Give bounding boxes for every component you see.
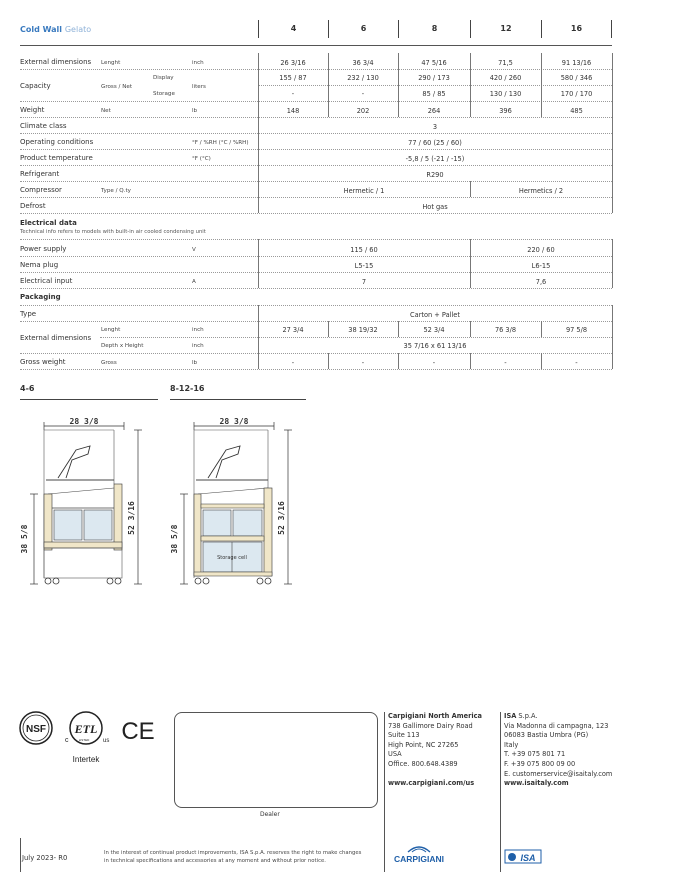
dealer-label: Dealer [260, 811, 280, 818]
row-weight-sub: Net [101, 108, 111, 114]
row-product-temp-unit: °F (°C) [192, 156, 211, 162]
intertek-text: Intertek [72, 755, 100, 764]
dealer-box [174, 712, 378, 808]
footer-divider-3 [384, 842, 385, 872]
row-defrost-label: Defrost [20, 202, 46, 210]
na-line: High Point, NC 27265 [388, 740, 459, 749]
certifications [18, 710, 164, 770]
row-product-temp-label: Product temperature [20, 154, 93, 162]
row-power-label: Power supply [20, 245, 67, 253]
gross-6: - [361, 359, 365, 367]
isa-line: Italy [504, 740, 519, 749]
cap-storage-8: 85 / 85 [422, 90, 446, 98]
drawing-right-title: 8-12-16 [170, 384, 205, 393]
na-line: 738 Gallimore Dairy Road [388, 721, 473, 730]
electrical-note: Technical info refers to models with built-in air cooled condensing unit [20, 229, 206, 235]
col-header-8: 8 [398, 20, 470, 38]
compressor-value-a: Hermetic / 1 [343, 187, 385, 195]
pack-length-unit: inch [192, 327, 204, 333]
na-office-name: Carpigiani North America [388, 712, 482, 720]
col-header-16: 16 [541, 20, 612, 38]
row-refrigerant-label: Refrigerant [20, 170, 60, 178]
drawing-4-6 [14, 408, 154, 590]
na-office [388, 712, 482, 788]
input-value-a: 7 [361, 278, 367, 286]
cap-display-4: 155 / 87 [279, 74, 307, 82]
gross-16: - [575, 359, 578, 367]
drawing-8-12-16 [164, 408, 304, 590]
drawing-left-rule [20, 399, 158, 400]
row-input-label: Electrical input [20, 277, 73, 285]
etl-listed-text: LISTED [78, 738, 90, 742]
cap-storage-16: 170 / 170 [560, 90, 593, 98]
ext-dim-6: 36 3/4 [352, 59, 374, 67]
weight-6: 202 [356, 107, 370, 115]
row-gross-label: Gross weight [20, 358, 66, 366]
na-line: USA [388, 750, 402, 759]
row-gross-sub: Gross [101, 360, 117, 366]
climate-value: 3 [432, 123, 438, 131]
nsf-text: NSF [26, 724, 46, 735]
input-value-b: 7,6 [535, 278, 547, 286]
row-operating-label: Operating conditions [20, 138, 94, 146]
packaging-section-title: Packaging [20, 293, 61, 301]
right-height-right: 52 3/16 [277, 501, 286, 535]
isa-office-name: ISA [504, 712, 517, 720]
right-height-total: 38 5/8 [170, 524, 179, 554]
cap-display-12: 420 / 260 [489, 74, 522, 82]
drawing-right-rule [170, 399, 306, 400]
pack-type-value: Carton + Pallet [410, 311, 460, 319]
ce-mark-icon [121, 718, 154, 745]
carpigiani-logo-text: CARPIGIANI [393, 854, 445, 864]
isa-line: Via Madonna di campagna, 123 [504, 721, 609, 730]
nsf-logo-icon [20, 712, 52, 744]
na-web-link[interactable]: www.carpigiani.com/us [388, 778, 475, 787]
left-height-total: 38 5/8 [20, 524, 29, 554]
product-temp-value: -5,8 / 5 (-21 / -15) [405, 155, 465, 163]
isa-line: 06083 Bastia Umbra (PG) [504, 731, 589, 740]
header-rule [20, 45, 612, 46]
row-capacity-sub: Gross / Net [101, 84, 133, 90]
refrigerant-value: R290 [426, 171, 444, 179]
pack-dh-unit: inch [192, 343, 204, 349]
row-weight-unit: lb [192, 108, 198, 114]
row-ext-dim-unit: inch [192, 60, 204, 66]
operating-value: 77 / 60 (25 / 60) [408, 139, 462, 147]
col-header-4: 4 [258, 20, 328, 38]
left-height-right: 52 3/16 [127, 501, 136, 535]
pack-length-16: 97 5/8 [565, 326, 588, 334]
drawing-left-title: 4-6 [20, 384, 35, 393]
row-ext-dim-sub: Lenght [101, 60, 121, 66]
cap-display-6: 232 / 130 [347, 74, 379, 82]
row-weight-label: Weight [20, 106, 45, 114]
pack-length-12: 76 3/8 [494, 326, 517, 334]
footer-divider-2 [500, 712, 501, 842]
isa-logo-icon [504, 848, 544, 866]
row-capacity-label: Capacity [20, 82, 51, 90]
ext-dim-12: 71,5 [498, 59, 513, 67]
row-compressor-label: Compressor [20, 186, 62, 194]
page-title [20, 25, 91, 34]
pack-length-6: 38 19/32 [348, 326, 378, 334]
col-header-12: 12 [470, 20, 541, 38]
nema-value-b: L6-15 [531, 262, 551, 270]
isa-line: F. +39 075 800 09 00 [504, 759, 576, 768]
row-input-unit: A [192, 279, 196, 285]
row-climate-label: Climate class [20, 122, 67, 130]
gross-12: - [504, 359, 507, 367]
cap-display-8: 290 / 173 [418, 74, 450, 82]
na-line: Suite 113 [388, 731, 420, 740]
isa-office [504, 712, 612, 789]
pack-depth-height: 35 7/16 x 61 13/16 [403, 342, 467, 350]
row-power-unit: V [192, 247, 196, 253]
brand-name: Cold Wall [20, 25, 63, 34]
etl-logo-icon [65, 712, 109, 764]
row-operating-unit: °F / %RH (°C / %RH) [192, 140, 249, 146]
nema-value-a: L5-15 [354, 262, 374, 270]
power-value-b: 220 / 60 [527, 246, 555, 254]
storage-cell-label: Storage cell [217, 555, 247, 561]
ext-dim-8: 47 5/16 [421, 59, 447, 67]
capacity-display-label: Display [153, 75, 174, 81]
weight-12: 396 [499, 107, 512, 115]
row-ext-dim-label: External dimensions [20, 58, 92, 66]
pack-length-8: 52 3/4 [423, 326, 445, 334]
pack-length-sub: Lenght [101, 327, 121, 333]
ce-text: CE [121, 718, 155, 745]
gross-8: - [432, 359, 436, 367]
pack-dh-sub: Depth x Height [101, 343, 144, 349]
col-header-6: 6 [328, 20, 398, 38]
weight-16: 485 [570, 107, 583, 115]
row-pack-ext-dim-label: External dimensions [20, 334, 92, 342]
footer-disclaimer: In the interest of continual product improvements, ISA S.p.A. reserves the right to make changes in technical specifications and accessories at any moment and without prior notice. [104, 850, 362, 864]
left-width-dim: 28 3/8 [69, 417, 99, 426]
model-name: Gelato [64, 25, 92, 34]
footer-left-rule [20, 838, 21, 872]
ext-dim-16: 91 13/16 [561, 59, 592, 67]
cap-storage-6: - [361, 90, 365, 98]
row-nema-label: Nema plug [20, 261, 59, 269]
carpigiani-logo-icon [386, 840, 452, 868]
isa-logo-text: ISA [520, 853, 536, 863]
defrost-value: Hot gas [422, 203, 448, 211]
gross-4: - [291, 359, 295, 367]
electrical-section-title: Electrical data [20, 219, 77, 227]
cap-display-16: 580 / 346 [560, 74, 593, 82]
ext-dim-4: 26 3/16 [280, 59, 306, 67]
footer-divider-4 [500, 842, 501, 872]
isa-line: E. customerservice@isaitaly.com [504, 769, 613, 778]
cap-storage-12: 130 / 130 [489, 90, 522, 98]
isa-office-suffix: S.p.A. [516, 712, 538, 720]
weight-8: 264 [427, 107, 441, 115]
etl-text: ETL [74, 722, 98, 736]
cap-storage-4: - [291, 90, 295, 98]
compressor-value-b: Hermetics / 2 [518, 187, 564, 195]
pack-length-4: 27 3/4 [282, 326, 304, 334]
na-line: Office. 800.648.4389 [388, 759, 458, 768]
isa-web-link[interactable]: www.isaitaly.com [504, 779, 569, 788]
weight-4: 148 [286, 107, 300, 115]
right-width-dim: 28 3/8 [219, 417, 249, 426]
row-capacity-unit: liters [192, 84, 206, 90]
power-value-a: 115 / 60 [350, 246, 378, 254]
footer-divider-1 [384, 712, 385, 842]
row-gross-unit: lb [192, 360, 198, 366]
row-compressor-sub: Type / Q.ty [101, 188, 131, 194]
etl-us-text: us [103, 738, 110, 744]
capacity-storage-label: Storage [153, 91, 175, 97]
isa-line: T. +39 075 801 71 [504, 750, 566, 759]
footer-date: July 2023- R0 [22, 854, 68, 862]
etl-c-text: c [65, 737, 69, 744]
row-pack-type-label: Type [20, 310, 37, 318]
